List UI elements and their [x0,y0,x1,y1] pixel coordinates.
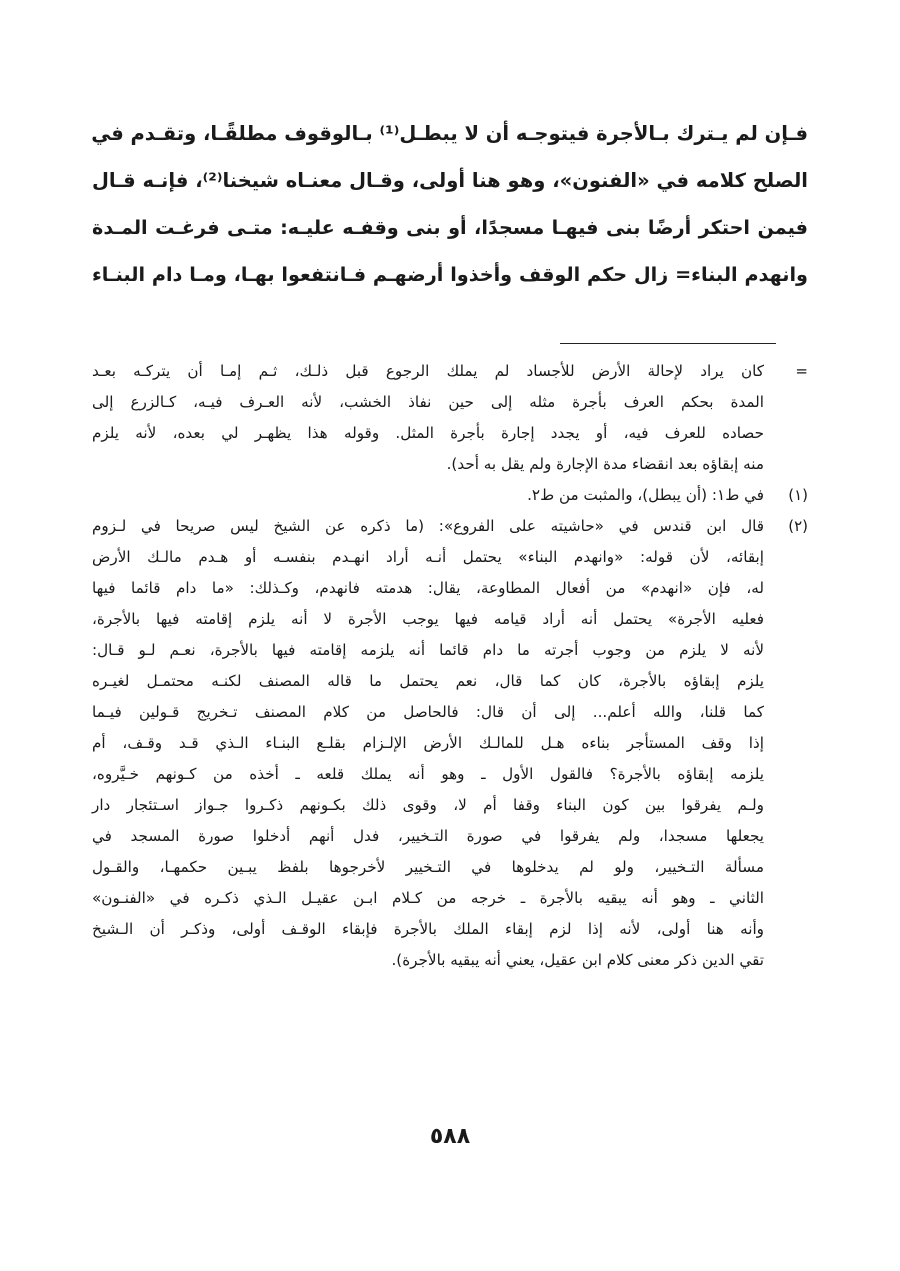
footnote-line [92,635,808,666]
footnote-line [92,511,808,542]
footnote-text: تقي الدين ذكر معنى كلام ابن عقيل، يعني أنه يبقيه بالأجرة). [391,951,764,969]
footnote-line [92,449,808,480]
footnote-marker: (٢) [788,517,808,535]
footnote-line [92,945,808,976]
footnote-line [92,914,808,945]
footnote-line [92,821,808,852]
footnote-line [92,542,808,573]
footnote-text: في ط١: (أن يبطل)، والمثبت من ط٢. [527,486,764,504]
footnote-text: قال ابن قندس في «حاشيته على الفروع»: (ما ذكره عن الشيخ ليس صريحا في لـزوم [92,517,764,535]
footnote-line [92,387,808,418]
footnote-line [92,697,808,728]
footnote-separator [560,343,776,344]
footnote-text: يلزم إبقاؤه بالأجرة، كان كما قال، نعم يحتمل ما قاله المصنف لكنـه محتمـل لغيـره [92,672,764,690]
footnote-marker: = [795,362,808,380]
footnotes [92,356,808,976]
footnote-text: كما قلنا، والله أعلم... إلى أن قال: فالحاصل من كلام المصنف تـخريج قـولين فيـما [92,703,764,721]
footnote-line [92,666,808,697]
footnote-marker: (١) [788,486,808,504]
main-text-line: فـإن لم يـترك بـالأجرة فيتوجـه أن لا يبطـل⁽¹⁾ بـالوقوف مطلقًـا، وتقـدم في [91,122,808,145]
main-text-line: وانهدم البناء= زال حكم الوقف وأخذوا أرضهـم فـانتفعوا بهـا، ومـا دام البنـاء [92,263,808,286]
footnote-line [92,604,808,635]
footnote-line [92,852,808,883]
main-text-line: فيمن احتكر أرضًا بنى فيهـا مسجدًا، أو بنى وقفـه عليـه: متـى فرغـت المـدة [92,216,808,239]
footnote-line [92,573,808,604]
footnote-line [92,356,808,387]
footnote-line [92,883,808,914]
footnote-text: إبقائه، لأن قوله: «وانهدم البناء» يحتمل أنـه أراد انهـدم بنفسـه أو هـدم مالـك الأرض [92,548,764,566]
footnote-text: المدة بحكم العرف بأجرة مثله إلى حين نفاذ الخشب، لأنه العـرف فيـه، كـالزرع إلى [92,393,764,411]
footnote-text: كان يراد لإحالة الأرض للأجساد لم يملك الرجوع قبل ذلـك، ثـم إمـا أن يتركـه بعـد [92,362,764,380]
footnote-line [92,418,808,449]
footnote-text: حصاده للعرف فيه، أو يجدد إجارة بأجرة المثل. وقوله هذا يظهـر لي بعده، لأنه يلزم [92,424,764,442]
footnote-text: منه إبقاؤه بعد انقضاء مدة الإجارة ولم يقل به أحد). [446,455,764,473]
footnote-text: يجعلها مسجدا، ولم يفرقوا في صورة التـخيير، فدل أنهم أدخلوا صورة المسجد في [92,827,764,845]
footnote-text: ولـم يفرقوا بين كون البناء وقفا أم لا، وقوى ذلك بكـونهم ذكـروا جـواز اسـتئجار دار [92,796,764,814]
footnote-text: فعليه الأجرة» يحتمل أنه أراد قيامه فيها يوجب الأجرة لا أنه يلزم إقامته فيها بالأجرة، [92,610,764,628]
main-text [92,110,808,298]
footnote-line [92,790,808,821]
footnote-line [92,728,808,759]
footnote-text: إذا وقف المستأجر بناءه هـل للمالـك الأرض الإلـزام بقلـع البنـاء الـذي قـد وقـف، أم [92,734,764,752]
footnote-text: الثاني ـ وهو أنه يبقيه بالأجرة ـ خرجه من كـلام ابـن عقيـل الـذي ذكـره في «الفنـون» [92,889,764,907]
footnote-line [92,759,808,790]
footnote-text: له، فإن «انهدم» من أفعال المطاوعة، يقال: هدمته فانهدم، وكـذلك: «ما دام قائما فيها [92,579,764,597]
footnote-text: لأنه لا يلزم من وجوب أجرته ما دام قائما أنه يلزمه إقامته فيها بالأجرة، نعـم لـو قـال: [92,641,764,659]
footnote-text: مسألة التـخيير، ولو لم يدخلوها في التـخيير لأخرجوها بلفظ يبـين حكمهـا، والقـول [92,858,764,876]
footnote-text: وأنه هنا أولى، لأنه إذا لزم إبقاء الملك بالأجرة فإبقاء الوقـف أولى، وذكـر أن الـشيخ [92,920,764,938]
page-number: ٥٨٨ [429,1124,471,1149]
main-text-line: الصلح كلامه في «الفنون»، وهو هنا أولى، وقـال معنـاه شيخنا⁽²⁾، فإنـه قـال [92,169,808,192]
footnote-line [92,480,808,511]
footnote-text: يلزمه إبقاؤه بالأجرة؟ فالقول الأول ـ وهو أنه يملك قلعه ـ أخذه من كـونهم خـيَّروه، [92,765,764,783]
